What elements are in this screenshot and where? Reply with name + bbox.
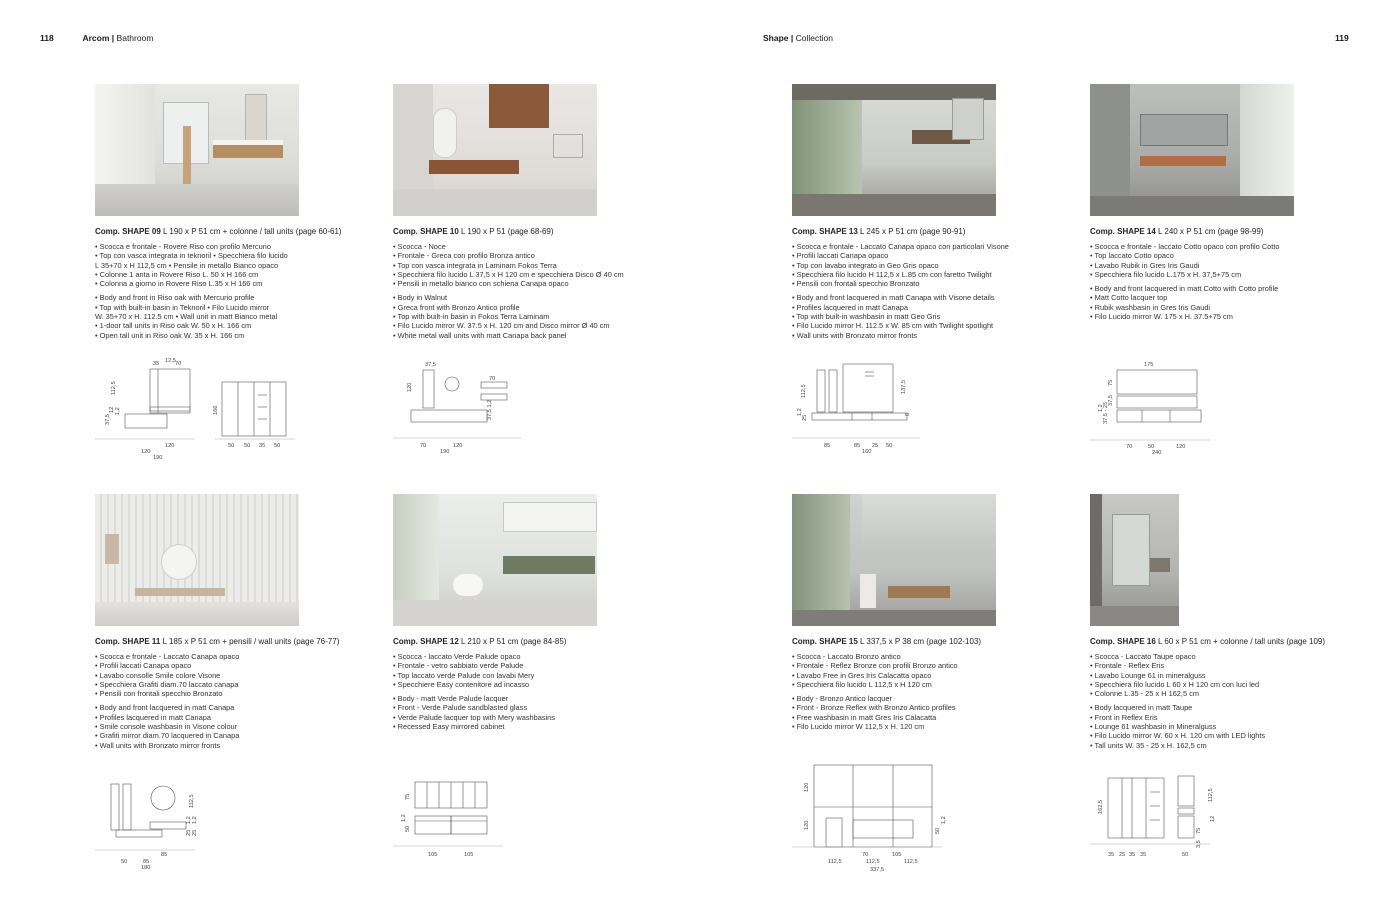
spec-en: • Verde Palude lacquer top with Mery washbasins: [393, 712, 555, 722]
dim-label: 70: [862, 852, 869, 858]
composition-name: Comp. SHAPE 15: [792, 637, 858, 646]
spec-it: • Scocca - Noce: [393, 242, 446, 251]
spec-it: • Top laccato verde Palude con lavabi Mery: [393, 670, 535, 680]
right-brand: Shape: [763, 33, 789, 43]
dim-label: 1,2: [186, 816, 192, 824]
composition-dims: L 190 x P 51 cm + colonne / tall units (page 60-61): [163, 227, 342, 236]
composition-photo: [792, 84, 996, 216]
spec-en: • Filo Lucido mirror W. 175 x H. 37.5+75 cm: [1090, 312, 1233, 322]
dim-label: 85: [143, 859, 150, 865]
dim-label: 50: [405, 825, 411, 832]
spec-en: • 1-door tall units in Riso oak W. 50 x H. 166 cm: [95, 321, 252, 331]
spec-en: • Lounge 61 washbasin in Mineralguss: [1090, 722, 1217, 732]
spec-en: • Body in Walnut: [393, 293, 448, 303]
spec-en: • Profiles lacquered in matt Canapa: [792, 302, 908, 312]
spec-it: • Colonne 1 anta in Rovere Riso L. 50 x H 166 cm: [95, 269, 259, 279]
composition-photo: [393, 84, 597, 216]
spec-en: • Tall units W. 35 - 25 x H. 162,5 cm: [1090, 740, 1207, 750]
dim-label: 75: [1108, 379, 1114, 386]
dim-label: 35: [1129, 852, 1136, 858]
spec-it: • Scocca e frontale - Rovere Riso con profilo Mercurio: [95, 242, 271, 251]
dim-label: 160: [862, 449, 872, 455]
right-section: Collection: [795, 33, 833, 43]
dim-label: 162,5: [1098, 800, 1104, 814]
dim-label: 120: [407, 382, 413, 392]
dim-label: 120: [141, 449, 151, 455]
dim-label: 1,2: [401, 814, 407, 822]
composition-name: Comp. SHAPE 13: [792, 227, 858, 236]
spec-en: • Front - Verde Palude sandblasted glass: [393, 703, 528, 713]
dim-label: 112,5: [801, 384, 807, 398]
spec-en: • Top with built-in basin in Teknoril • Filo Lucido mirror: [95, 302, 270, 312]
dim-label: 37,5 1,2: [487, 399, 493, 420]
composition-card: [792, 494, 1082, 731]
dim-label: 1,2: [941, 816, 947, 824]
composition-dims: L 245 x P 51 cm (page 90-91): [860, 227, 966, 236]
spec-it: • Specchiera filo lucido L 37,5 x H 120 cm e specchiera Disco Ø 40 cm: [393, 269, 624, 279]
dim-label: 166: [213, 405, 219, 415]
dim-label: 112,5: [904, 859, 918, 865]
spec-it: • Specchiera filo lucido L 60 x H 120 cm con luci led: [1090, 679, 1260, 689]
spec-it: • Top con vasca integrata in Laminam Fokos Terra: [393, 260, 557, 270]
dim-label: 180: [141, 865, 151, 871]
spec-it: • Scocca - Laccato Taupe opaco: [1090, 652, 1196, 661]
spec-en: • Body and front lacquered in matt Canapa with Visone details: [792, 293, 995, 303]
dim-label: 120: [165, 443, 175, 449]
spec-it: • Pensili con frontali specchio Bronzato: [95, 689, 223, 699]
dim-label: 50: [274, 443, 281, 449]
spec-en: • Body and front lacquered in matt Canapa: [95, 703, 235, 713]
right-page-header: Shape | Collection: [763, 33, 833, 43]
spec-en: • Front - Bronze Reflex with Bronzo Antico profiles: [792, 703, 956, 713]
dim-label: 105: [464, 852, 474, 858]
composition-dims: L 185 x P 51 cm + pensili / wall units (page 76-77): [162, 637, 340, 646]
right-page-number: 119: [1335, 33, 1349, 43]
composition-card: [393, 84, 683, 340]
spec-it: • Frontale - Reflex Eris: [1090, 661, 1165, 671]
dim-label: 12: [109, 406, 115, 413]
dim-label: 50: [935, 827, 941, 834]
dim-label: 37,5: [1108, 395, 1114, 406]
dim-label: 25: [1119, 852, 1126, 858]
dim-label: 37,5 - 25: [1103, 401, 1109, 424]
dim-label: 50: [1182, 852, 1189, 858]
composition-card: [792, 84, 1082, 340]
dim-label: 75: [405, 793, 411, 800]
dim-label: 112,5: [1208, 788, 1214, 802]
dim-label: 112,5: [828, 859, 842, 865]
spec-en: • Free washbasin in matt Gres Iris Calacatta: [792, 712, 937, 722]
spec-it: • Pensili in metallo bianco con schiena Canapa opaco: [393, 279, 569, 289]
dim-label: 25: [192, 829, 198, 836]
spec-it: • Colonna a giorno in Rovere Riso L.35 x H 166 cm: [95, 279, 263, 289]
composition-dims: L 210 x P 51 cm (page 84-85): [461, 637, 567, 646]
spec-it: • Scocca e frontale - Laccato Canapa opaco: [95, 652, 240, 661]
composition-photo: [1090, 84, 1294, 216]
dim-label: 1,2: [797, 408, 803, 416]
composition-card: [1090, 494, 1380, 750]
spec-it: • Profili laccati Canapa opaco: [792, 251, 889, 261]
spec-it: • Colonne L.35 - 25 x H 162,5 cm: [1090, 689, 1199, 699]
dim-label: 85: [854, 443, 861, 449]
composition-name: Comp. SHAPE 12: [393, 637, 459, 646]
dim-label: 1,2: [1098, 404, 1104, 412]
composition-card: [393, 494, 683, 731]
dim-label: 50: [244, 443, 251, 449]
spec-it: • Scocca e frontale - laccato Cotto opaco con profilo Cotto: [1090, 242, 1280, 251]
spec-en: • Filo Lucido mirror W. 60 x H. 120 cm with LED lights: [1090, 731, 1266, 741]
spec-en: • Smile console washbasin in Visone colour: [95, 722, 238, 732]
spec-en: • Open tall unit in Riso oak W. 35 x H. 166 cm: [95, 330, 245, 340]
spec-en: • Top with built-in washbasin in matt Geo Gris: [792, 312, 941, 322]
composition-photo: [393, 494, 597, 626]
spec-en: • Profiles lacquered in matt Canapa: [95, 712, 211, 722]
technical-drawing: [1090, 772, 1230, 871]
technical-drawing: [95, 778, 225, 879]
dim-label: 25: [872, 443, 879, 449]
dim-label: 35: [259, 443, 266, 449]
spec-it: • Scocca - Laccato Bronzo antico: [792, 652, 901, 661]
dim-label: 25: [186, 829, 192, 836]
spec-it: • Scocca e frontale - Laccato Canapa opaco con particolari Visone: [792, 242, 1009, 251]
composition-dims: L 337,5 x P 38 cm (page 102-103): [860, 637, 981, 646]
dim-label: 120: [804, 782, 810, 792]
dim-label: 35: [1108, 852, 1115, 858]
spec-it: • Frontale - Greca con profilo Bronza antico: [393, 251, 535, 261]
spec-en: • Filo Lucido mirror W 112,5 x H. 120 cm: [792, 722, 925, 732]
dim-label: 25: [802, 414, 808, 421]
composition-card: [95, 494, 385, 750]
composition-dims: L 190 x P 51 (page 68-69): [461, 227, 554, 236]
spec-en: W. 35+70 x H. 112.5 cm • Wall unit in matt Bianco metal: [95, 312, 278, 322]
dim-label: 70: [1126, 444, 1133, 450]
dim-label: 337,5: [870, 867, 884, 873]
spec-it: • Frontale - vetro sabbiato verde Palude: [393, 661, 524, 671]
dim-label: 35: [153, 361, 160, 367]
spec-it: • Pensili con frontali specchio Bronzato: [792, 279, 920, 289]
composition-photo: [95, 84, 299, 216]
dim-label: 3,5: [1196, 840, 1202, 848]
spec-it: • Lavabo Lounge 61 in mineralguss: [1090, 670, 1206, 680]
composition-card: [95, 84, 385, 340]
dim-label: 85: [824, 443, 831, 449]
spec-en: • Recessed Easy mirrored cabinet: [393, 722, 505, 732]
dim-label: 70: [175, 361, 182, 367]
composition-name: Comp. SHAPE 09: [95, 227, 161, 236]
dim-label: 120: [1176, 444, 1186, 450]
technical-drawing: [792, 762, 952, 881]
spec-it: • Scocca - laccato Verde Palude opaco: [393, 652, 521, 661]
spec-it: • Specchiere Easy contenitore ad incasso: [393, 679, 530, 689]
composition-photo: [792, 494, 996, 626]
dim-label: 105: [892, 852, 902, 858]
composition-dims: L 240 x P 51 cm (page 98-99): [1158, 227, 1264, 236]
dim-label: 112,5: [111, 381, 117, 395]
composition-name: Comp. SHAPE 11: [95, 637, 161, 646]
spec-en: • Top with built-in basin in Fokos Terra Laminam: [393, 312, 550, 322]
dim-label: 37,5: [425, 362, 436, 368]
composition-photo: [1090, 494, 1179, 626]
spec-it: • Specchiera filo lucido L.175 x H. 37,5+75 cm: [1090, 269, 1242, 279]
dim-label: 35: [1140, 852, 1147, 858]
composition-photo: [95, 494, 299, 626]
technical-drawing: [393, 778, 523, 873]
composition-name: Comp. SHAPE 10: [393, 227, 459, 236]
dim-label: 175: [1144, 362, 1154, 368]
technical-drawing: [792, 358, 932, 463]
spec-en: • Filo Lucido mirror H. 112.5 x W. 85 cm with Twilight spotlight: [792, 321, 994, 331]
dim-label: 37,5: [105, 414, 111, 425]
technical-drawing: [1090, 358, 1220, 463]
dim-label: 112,5: [866, 859, 880, 865]
composition-card: [1090, 84, 1380, 321]
technical-drawing: [393, 358, 543, 463]
spec-en: • Wall units with Bronzato mirror fronts: [792, 330, 918, 340]
spec-en: • Grafiti mirror diam.70 lacquered in Canapa: [95, 731, 240, 741]
spec-it: • Frontale - Reflez Bronze con profili Bronzo antico: [792, 661, 958, 671]
left-page-header: 118 Arcom | Bathroom: [40, 33, 154, 43]
dim-label: 85: [161, 852, 168, 858]
spec-en: • Body and front in Riso oak with Mercurio profile: [95, 293, 255, 303]
spec-it: • Top con vasca integrata in teknoril • Specchiera filo lucido: [95, 251, 288, 261]
technical-drawing: [95, 355, 310, 468]
dim-label: 50: [228, 443, 235, 449]
dim-label: 12,5: [165, 358, 176, 364]
left-section: Bathroom: [116, 33, 154, 43]
spec-it: L 35+70 x H 112,5 cm • Pensile in metallo Bianco opaco: [95, 260, 279, 270]
spec-en: • Body - matt Verde Palude lacquer: [393, 694, 509, 704]
dim-label: 1,2: [192, 816, 198, 824]
spec-it: • Lavabo Rubik in Gres Iris Gaudi: [1090, 260, 1200, 270]
spec-it: • Top laccato Cotto opaco: [1090, 251, 1174, 261]
spec-en: • White metal wall units with matt Canapa back panel: [393, 330, 567, 340]
spec-en: • Body lacquered in matt Taupe: [1090, 703, 1193, 713]
dim-label: 50: [886, 443, 893, 449]
spec-en: • Filo Lucido mirror W. 37.5 x H. 120 cm and Disco mirror Ø 40 cm: [393, 321, 610, 331]
dim-label: 120: [453, 443, 463, 449]
spec-it: • Profili laccati Canapa opaco: [95, 661, 192, 671]
dim-label: 70: [420, 443, 427, 449]
dim-label: 190: [440, 449, 450, 455]
dim-label: 70: [489, 376, 496, 382]
spec-en: • Body - Bronzo Antico lacquer: [792, 694, 892, 704]
spec-en: • Wall units with Bronzato mirror fronts: [95, 740, 221, 750]
spec-it: • Specchiera filo lucido H 112,5 x L.85 cm con faretto Twilight: [792, 269, 992, 279]
dim-label: 137,5: [901, 380, 907, 394]
spec-it: • Lavabo Free in Gres Iris Calacatta opaco: [792, 670, 932, 680]
composition-name: Comp. SHAPE 14: [1090, 227, 1156, 236]
dim-label: 6: [905, 412, 911, 416]
spec-en: • Matt Cotto lacquer top: [1090, 293, 1168, 303]
spec-it: • Lavabo consolle Smile colore Visone: [95, 670, 221, 680]
spec-en: • Rubik washbasin in Gres Iris Gaudi: [1090, 302, 1211, 312]
left-brand: Arcom: [82, 33, 110, 43]
spec-en: • Front in Reflex Eris: [1090, 712, 1158, 722]
dim-label: 120: [804, 820, 810, 830]
composition-name: Comp. SHAPE 16: [1090, 637, 1156, 646]
dim-label: 1,2: [115, 407, 121, 415]
dim-label: 12: [1210, 815, 1216, 822]
spec-it: • Specchiera filo lucido L 112,5 x H 120 cm: [792, 679, 932, 689]
dim-label: 50: [121, 859, 128, 865]
dim-label: 112,5: [189, 794, 195, 808]
spec-it: • Specchiera Grafiti diam.70 laccato canapa: [95, 679, 239, 689]
dim-label: 105: [428, 852, 438, 858]
dim-label: 240: [1152, 450, 1162, 456]
left-page-number: 118: [40, 33, 54, 43]
spec-en: • Body and front lacquered in matt Cotto with Cotto profile: [1090, 284, 1279, 294]
spec-it: • Top con lavabo integrato in Geo Gris opaco: [792, 260, 939, 270]
dim-label: 50: [1148, 444, 1155, 450]
dim-label: 190: [153, 455, 163, 461]
composition-dims: L 60 x P 51 cm + colonne / tall units (page 109): [1158, 637, 1326, 646]
dim-label: 75: [1196, 827, 1202, 834]
spec-en: • Greca front with Bronzo Antico profile: [393, 302, 520, 312]
